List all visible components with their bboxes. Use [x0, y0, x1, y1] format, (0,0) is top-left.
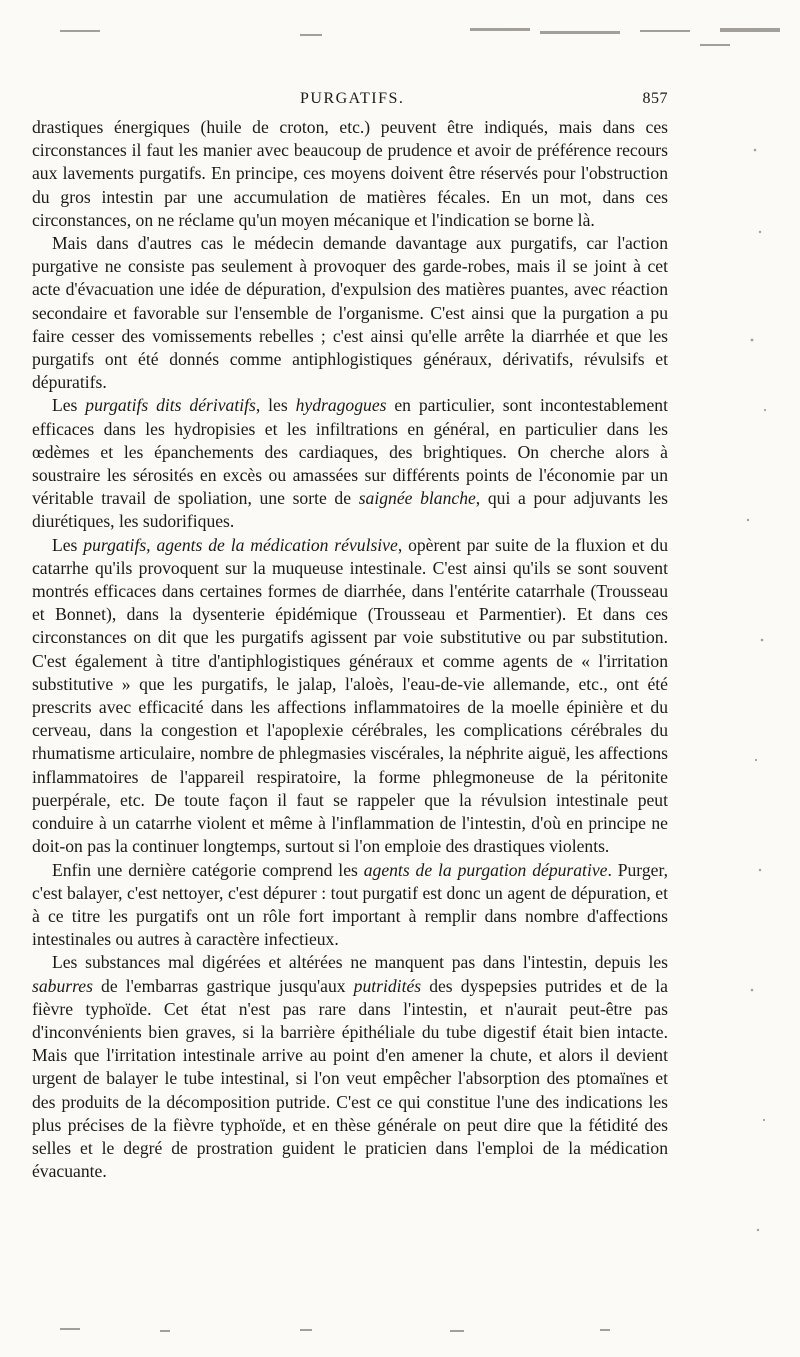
paragraph: [32, 859, 668, 952]
italic-term: putridités: [353, 975, 422, 996]
text-run: , les: [255, 395, 296, 416]
text-run: . Purger, c'est balayer, c'est nettoyer, c'est dépurer : tout purgatif est donc un agent de dépuration, et à ce titre les purgatifs ont un rôle fort important à remplir dans nombre d'affections intestinales ou autres à caractère infectieux.: [32, 859, 669, 950]
text-run: drastiques énergiques (huile de croton, etc.) peuvent être indiqués, mais dans ces circonstances il faut les manier avec beaucoup de prudence et avoir de préférence recours aux lavements purgatifs. En principe, ces moyens doivent être réservés pour l'obstruction du gros intestin par une accumulation de matières fécales. En un mot, dans ces circonstances, on ne réclame qu'un moyen mécanique et l'indication se borne là.: [32, 117, 668, 230]
paragraph: [32, 116, 668, 232]
text-run: Mais dans d'autres cas le médecin demande davantage aux purgatifs, car l'action purgative ne consiste pas seulement à provoquer des garde-robes, mais il se joint à cet acte d'évacuation une idée de dépuration, d'expulsion des matières puantes, avec réaction secondaire et favorable sur l'ensemble de l'organisme. C'est ainsi que la purgation a pu faire cesser des vomissements rebelles ; c'est ainsi qu'elle arrête la diarrhée et que les purgatifs ont été donnés comme antiphlogistiques généraux, dérivatifs, révulsifs et dépuratifs.: [32, 233, 668, 393]
text-run: Enfin une dernière catégorie comprend les: [52, 859, 364, 880]
running-header: [32, 90, 668, 116]
paragraph: [32, 534, 668, 859]
text-run: en particulier, sont incontestablement efficaces dans les hydropisies et les infiltrations en général, en particulier dans les œdèmes et les épanchements des cardiaques, des brightiques. On cherche alors à soustraire les sérosités en excès ou amassées sur différents points de l'économie par un véritable travail de spoliation, une sorte de: [32, 395, 668, 509]
text-run: des dyspepsies putrides et de la fièvre typhoïde. Cet état n'est pas rare dans l'intestin, et n'aurait peut-être pas d'inconvénients bien graves, si la barrière épithéliale du tube digestif était bien intacte. Mais que l'irritation intestinale arrive au point d'en amener la chute, et alors il devient urgent de balayer le tube intestinal, si l'on veut empêcher l'absorption des ptomaïnes et des produits de la décomposition putride. C'est ce qui constitue l'une des indications les plus précises de la fièvre typhoïde, et en thèse générale on peut dire que la fétidité des selles et le degré de prostration guident le praticien dans l'emploi de la médication évacuante.: [32, 975, 668, 1182]
running-title: PURGATIFS.: [300, 90, 405, 107]
italic-term: hydragogues: [295, 395, 387, 416]
text-run: , opèrent par suite de la fluxion et du catarrhe qu'ils provoquent sur la muqueuse intestinale. C'est ainsi qu'ils se sont souvent montrés efficaces dans certaines formes de diarrhée, dans l'entérite catarrhale (Trousseau et Bonnet), dans la dysenterie épidémique (Trousseau et Parmentier). Et dans ces circonstances on dit que les purgatifs agissent par voie substitutive ou par substitution. C'est également à titre d'antiphlogistiques généraux et comme agents de « l'irritation substitutive » que les purgatifs, le jalap, l'aloès, l'eau-de-vie allemande, etc., ont été prescrits avec efficacité dans les affections inflammatoires de la moelle épinière et du cerveau, dans la congestion et l'apoplexie cérébrales, les complications cérébrales du rhumatisme articulaire, nombre de phlegmasies viscérales, la néphrite aiguë, les affections inflammatoires de l'appareil respiratoire, la forme phlegmoneuse de la péritonite puerpérale, etc. De toute façon il faut se rappeler que la révulsion intestinale peut conduire à un catarrhe violent et même à l'inflammation de l'intestin, d'où en principe ne doit-on pas la continuer longtemps, surtout si l'on emploie des drastiques violents.: [32, 534, 669, 857]
paragraph: [32, 394, 668, 533]
body-text: [32, 116, 668, 1183]
page-number: 857: [642, 90, 668, 107]
text-run: , qui a pour adjuvants les diurétiques, les sudorifiques.: [32, 488, 668, 532]
text-run: Les: [52, 395, 86, 416]
italic-term: purgatifs dits dérivatifs: [85, 395, 256, 416]
paragraph: [32, 232, 668, 394]
text-run: Les substances mal digérées et altérées ne manquent pas dans l'intestin, depuis les: [52, 952, 668, 973]
book-page: [32, 90, 668, 1183]
italic-term: agents de la purgation dépurative: [363, 859, 608, 880]
italic-term: saignée blanche: [358, 488, 476, 509]
text-run: de l'embarras gastrique jusqu'aux: [92, 975, 354, 996]
paragraph: [32, 951, 668, 1183]
italic-term: purgatifs, agents de la médication révulsive: [83, 534, 398, 555]
italic-term: saburres: [32, 975, 93, 996]
text-run: Les: [52, 534, 84, 555]
